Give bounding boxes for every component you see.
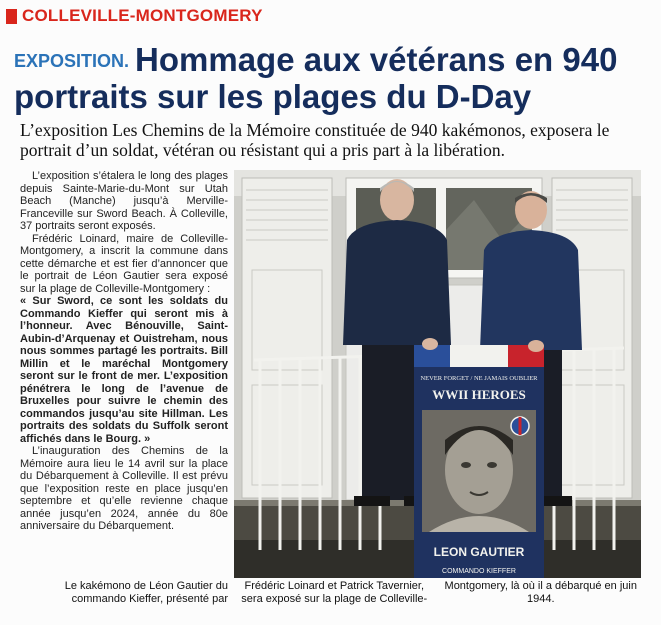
body-paragraph-1: L’exposition s’étalera le long des plages depuis Sainte-Marie-du-Mont sur Utah Beach (Manche) jusqu’à Merville-Franceville sur Sword Beach. À Colleville, 37 portraits seront exposés. bbox=[20, 170, 228, 232]
lead-paragraph: L’exposition Les Chemins de la Mémoire constituée de 940 kakémonos, exposera le portrait d’un soldat, vétéran ou résistant qui a pris part à la libération. bbox=[20, 120, 610, 160]
banner-bottom-text: COMMANDO KIEFFER bbox=[442, 568, 516, 575]
headline-title: Hommage aux vétérans en 940 portraits sur les plages du D-Day bbox=[14, 41, 618, 115]
kakemono-banner bbox=[414, 345, 544, 578]
section-square bbox=[6, 9, 17, 24]
body-quote: « Sur Sword, ce sont les soldats du Commando Kieffer qui seront mis à l’honneur. Avec Bénouville, Saint-Aubin-d’Arquenay et Ouistreham, nous nous sommes partagé les portraits. Bill Millin et le maréchal Montgomery seront sur le front de mer. L’exposition pénétrera le long de l’avenue de Bruxelles pour suivre le chemin des commandos jusqu’au site Hillman. Les portraits des soldats du Suffolk seront affichés dans le Bourg. » bbox=[20, 295, 228, 445]
caption-part-1: Le kakémono de Léon Gautier du commando Kieffer, présenté par bbox=[64, 580, 228, 605]
section-name: COLLEVILLE-MONTGOMERY bbox=[22, 6, 263, 25]
article-photo bbox=[234, 170, 641, 578]
photo-caption bbox=[234, 580, 641, 606]
section-tag bbox=[6, 6, 263, 26]
caption-part-3: Montgomery, là où il a débarqué en juin 1944. bbox=[444, 580, 637, 605]
body-paragraph-2: Frédéric Loinard, maire de Colleville-Montgomery, a inscrit la commune dans cette démarche et est fier d’annoncer que le portrait de Léon Gautier sera exposé sur la plage de Colleville-Montgomery : bbox=[20, 232, 228, 295]
headline-kicker: EXPOSITION. bbox=[14, 51, 130, 71]
article-body bbox=[20, 170, 228, 533]
banner-name: LEON GAUTIER bbox=[433, 545, 525, 559]
banner-top-text: NEVER FORGET / NE JAMAIS OUBLIER bbox=[420, 375, 538, 382]
body-paragraph-3: L’inauguration des Chemins de la Mémoire aura lieu le 14 avril sur la place du Débarquement à Colleville. Il est prévu que l’exposition reste en place jusqu’en septembre et qu’elle revienne chaque année jusqu’en 2024, année du 80e anniversaire du Débarquement. bbox=[20, 445, 228, 532]
caption-part-2: Frédéric Loinard et Patrick Tavernier, sera exposé sur la plage de Colleville- bbox=[241, 580, 428, 605]
headline bbox=[14, 42, 654, 115]
banner-title: WWII HEROES bbox=[432, 387, 526, 402]
